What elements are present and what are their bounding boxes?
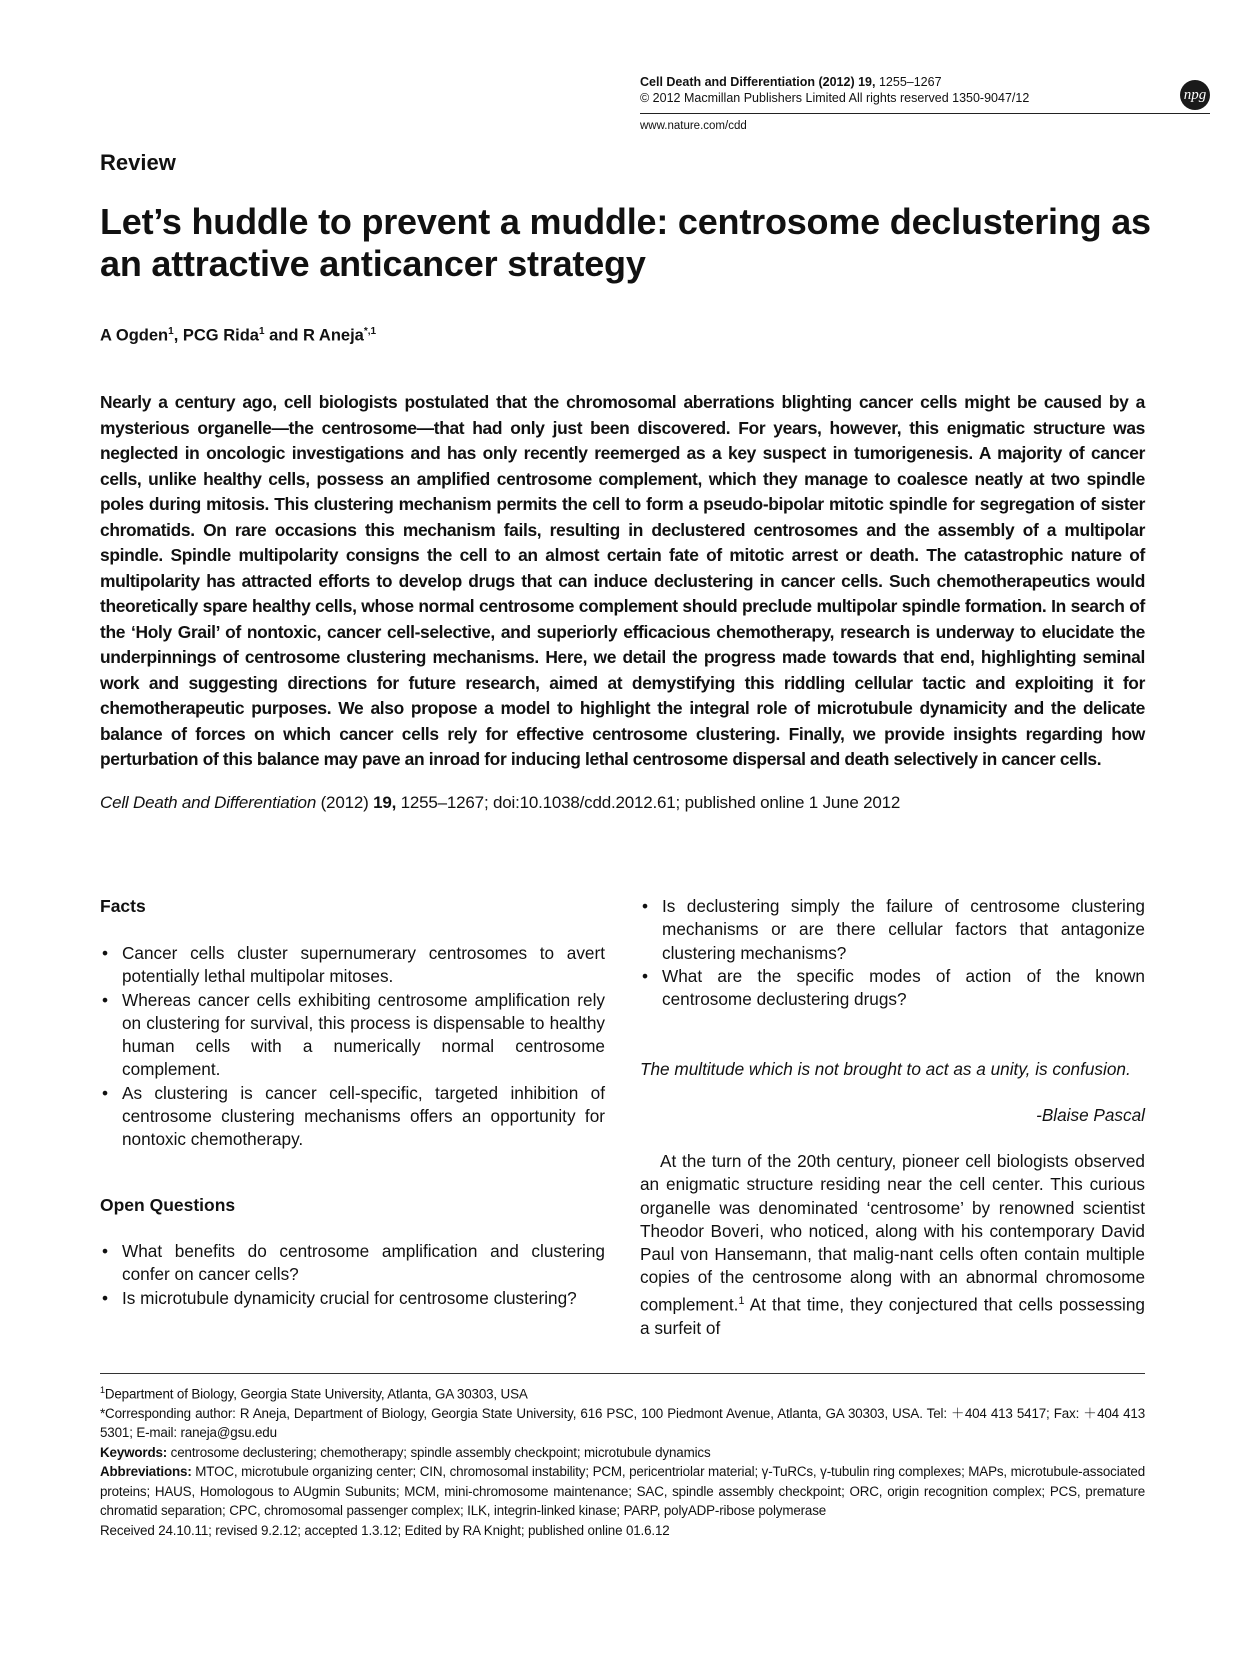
list-item: • Is declustering simply the failure of centrosome clustering mechanisms or are there cellular factors that antagonize clustering mechanisms? — [642, 896, 1145, 963]
list-item: • As clustering is cancer cell-specific, targeted inhibition of centrosome clustering mechanisms offers an opportunity for nontoxic chemotherapy. — [102, 1082, 605, 1150]
affiliation: $^1$Department of Biology, Georgia State University, Atlanta, GA 30303, USA — [100, 1385, 528, 1402]
author-3: and R Aneja — [264, 326, 364, 345]
bullet-icon: • — [642, 965, 649, 986]
citation-volume: 19, — [373, 793, 397, 812]
bullet-icon: • — [102, 1082, 109, 1103]
bullet-icon: • — [102, 1287, 109, 1308]
bullet-icon: • — [102, 989, 109, 1010]
article-title: Let’s huddle to prevent a muddle: centrosome declustering as an attractive anticancer strategy — [100, 201, 1151, 284]
citation-line — [100, 792, 900, 814]
footnotes — [100, 1381, 1145, 1540]
list-item: • What benefits do centrosome amplification and clustering confer on cancer cells? — [102, 1241, 605, 1285]
list-item: • Cancer cells cluster supernumerary centrosomes to avert potentially lethal multipolar mitoses. — [102, 943, 605, 987]
author-2-affil: 1 — [258, 326, 265, 337]
journal-name: Cell Death and Differentiation (2012) 19, — [640, 75, 876, 89]
copyright-line: © 2012 Macmillan Publishers Limited All rights reserved 1350-9047/12 — [640, 91, 1030, 105]
abbreviations: Abbreviations: MTOC, microtubule organizing center; CIN, chromosomal instability; PCM, pericentriolar material; γ-TuRCs, γ-tubulin ring complexes; MAPs, microtubule-associated proteins; HAUS, Homologous to AUgmin Subunits; MCM, mini-chromosome maintenance; SAC, spindle assembly checkpoint; ORC, origin recognition complex; PCS, premature chromatid separation; CPC, chromosomal passenger complex; ILK, integrin-linked kinase; PARP, polyADP-ribose polymerase — [100, 1464, 1145, 1519]
journal-url[interactable]: www.nature.com/cdd — [640, 120, 747, 132]
abstract: Nearly a century ago, cell biologists postulated that the chromosomal aberrations blighting cancer cells might be caused by a mysterious organelle—the centrosome—that had only just been discovered. For years, however, this enigmatic structure was neglected in oncologic investigations and has only recently reemerged as a key suspect in tumorigenesis. A majority of cancer cells, unlike healthy cells, possess an amplified centrosome complement, which they manage to coalesce neatly at two spindle poles during mitosis. This clustering mechanism permits the cell to form a pseudo-bipolar mitotic spindle for segregation of sister chromatids. On rare occasions this mechanism fails, resulting in declustered centrosomes and the assembly of a multipolar spindle. Spindle multipolarity consigns the cell to an almost certain fate of mitotic arrest or death. The catastrophic nature of multipolarity has attracted efforts to develop drugs that can induce declustering in cancer cells. Such chemotherapeutics would theoretically spare healthy cells, whose normal centrosome complement should preclude multipolar spindle formation. In search of the ‘Holy Grail’ of nontoxic, cancer cell-selective, and superiorly efficacious chemotherapy, research is underway to elucidate the underpinnings of centrosome clustering mechanisms. Here, we detail the progress made towards that end, highlighting seminal work and suggesting directions for future research, aimed at demystifying this riddling cellular tactic and exploiting it for chemotherapeutic purposes. We also propose a model to highlight the integral role of microtubule dynamicity and the delicate balance of forces on which cancer cells rely for effective centrosome clustering. Finally, we provide insights regarding how perturbation of this balance may pave an inroad for inducing lethal centrosome dispersal and death selectively in cancer cells. — [100, 392, 1145, 769]
bullet-icon: • — [102, 1241, 109, 1261]
bullet-icon: • — [642, 896, 649, 916]
facts-list — [100, 942, 605, 1152]
list-item: • Is microtubule dynamicity crucial for centrosome clustering? — [100, 1287, 605, 1310]
reference-1[interactable]: 1 — [738, 1294, 745, 1307]
epigraph-quote: The multitude which is not brought to act as a unity, is confusion. — [640, 1059, 1131, 1079]
list-item: • Whereas cancer cells exhibiting centrosome amplification rely on clustering for survival, this process is dispensable to healthy human cells with a numerically normal centrosome complement. — [102, 989, 605, 1080]
citation-year: (2012) — [316, 793, 374, 812]
footer-rule — [100, 1373, 1145, 1374]
author-list — [100, 326, 376, 346]
list-item: • What are the specific modes of action of the known centrosome declustering drugs? — [642, 965, 1145, 1010]
keywords: Keywords: centrosome declustering; chemotherapy; spindle assembly checkpoint; microtubule dynamics — [100, 1444, 711, 1460]
journal-pages: 1255–1267 — [878, 75, 942, 89]
body-paragraph: At the turn of the 20th century, pioneer cell biologists observed an enigmatic structure residing near the cell center. This curious organelle was denominated ‘centrosome’ by renowned scientist Theodor Boveri, who noticed, along with his contemporary David Paul von Hansemann, that malig-nant cells often contain multiple copies of the centrosome along with an abnormal chromosome complement.$^1$ At that time, they conjectured that cells possessing a surfeit of — [640, 1151, 1145, 1338]
facts-heading: Facts — [100, 896, 146, 916]
journal-header — [640, 75, 942, 90]
open-questions-list — [100, 1240, 605, 1310]
author-3-affil: *,1 — [363, 326, 377, 337]
citation-rest: 1255–1267; doi:10.1038/cdd.2012.61; published online 1 June 2012 — [396, 793, 901, 812]
header-rule — [640, 113, 1210, 114]
section-label: Review — [100, 150, 176, 175]
citation-journal: Cell Death and Differentiation — [100, 793, 317, 812]
bullet-icon: • — [102, 943, 109, 963]
author-1-affil: 1 — [168, 326, 174, 337]
epigraph-author: -Blaise Pascal — [1036, 1105, 1145, 1125]
corresponding-author: *Corresponding author: R Aneja, Department of Biology, Georgia State University, 616 PSC, 100 Piedmont Avenue, Atlanta, GA 30303, USA. Tel: ＋404 413 5417; Fax: ＋404 413 5301; E-mail: raneja@gsu.edu — [100, 1405, 1145, 1441]
npg-logo: npg — [1180, 80, 1210, 110]
open-questions-list-continued — [640, 895, 1145, 1011]
received-dates: Received 24.10.11; revised 9.2.12; accepted 1.3.12; Edited by RA Knight; published online 01.6.12 — [100, 1522, 670, 1538]
open-questions-heading: Open Questions — [100, 1195, 236, 1215]
author-1: A Ogden — [100, 326, 169, 345]
author-2: , PCG Rida — [173, 326, 259, 345]
